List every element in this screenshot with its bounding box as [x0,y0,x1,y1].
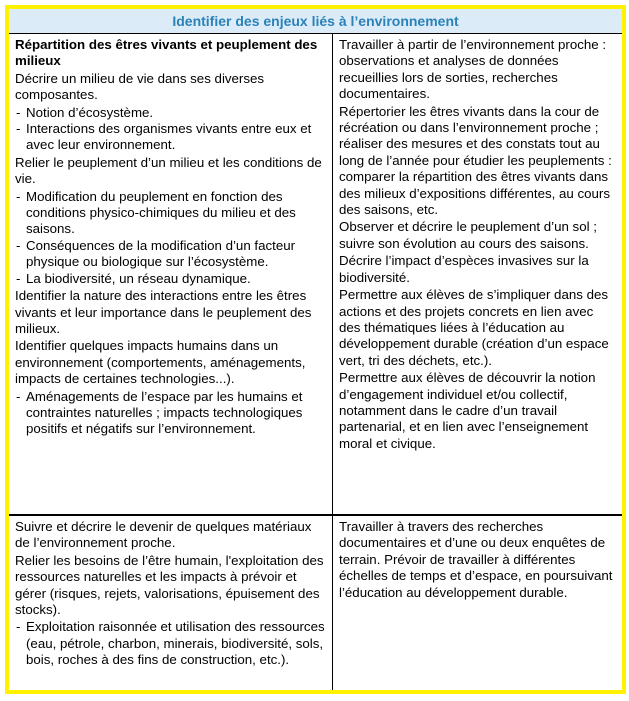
activity-text: Permettre aux élèves de s’impliquer dans des actions et des projets concrets en lien avec des thématiques liées à l’éducation au développement durable (création d’un espace vert, tri des déchets, etc.). [339,287,609,368]
competence-text: Décrire un milieu de vie dans ses diverses composantes. [15,70,265,103]
bullet-item: - Notion d’écosystème. [15,105,328,121]
bullet-list [15,389,328,438]
activity-text: Répertorier les êtres vivants dans la cour de récréation ou dans l’environnement proche ; réaliser des mesures et des constats tout au long de l’année pour étudier les peuplements : comparer la répartition des êtres vivants dans des milieux d’expositions différentes, au cours des saisons, etc. [339,103,612,218]
bullet-list [15,619,328,668]
competence-text: Identifier la nature des interactions entre les êtres vivants et leur importance dans le peuplement des milieux. [15,288,312,336]
competence-text: Suivre et décrire le devenir de quelques matériaux de l’environnement proche. [15,519,312,551]
knowledge-cell-1 [9,34,332,515]
bullet-item: - La biodiversité, un réseau dynamique. [15,271,328,287]
activities-cell-2 [332,516,622,690]
bullet-list [15,105,328,154]
activities-cell-1 [332,34,622,515]
activity-text: Décrire l’impact d’espèces invasives sur la biodiversité. [339,253,589,285]
bullet-list [15,189,328,287]
activity-text: Permettre aux élèves de découvrir la notion d’engagement individuel et/ou collectif, notamment dans le cadre d’un travail partenarial, et en lien avec l’enseignement moral et civique. [339,370,596,451]
competence-text: Relier le peuplement d’un milieu et les conditions de vie. [15,154,322,187]
bullet-item: - Aménagements de l’espace par les humains et contraintes naturelles ; impacts technologiques positifs et négatifs sur l’environnement. [15,389,328,438]
bullet-item: - Interactions des organismes vivants entre eux et avec leur environnement. [15,121,328,154]
bullet-item: - Exploitation raisonnée et utilisation des ressources (eau, pétrole, charbon, minerais, biodiversité, sols, bois, roches à des fins de construction, etc.). [15,619,328,668]
bullet-item: - Modification du peuplement en fonction des conditions physico-chimiques du milieu et des saisons. [15,189,328,238]
section-heading: Répartition des êtres vivants et peuplement des milieux [15,37,318,69]
bullet-item: - Conséquences de la modification d’un facteur physique ou biologique sur l’écosystème. [15,238,328,271]
activity-text: Observer et décrire le peuplement d’un sol ; suivre son évolution au cours des saisons. [339,219,597,251]
competence-text: Identifier quelques impacts humains dans un environnement (comportements, aménagements, impacts de certaines technologies...). [15,338,306,387]
activity-text: Travailler à travers des recherches documentaires et d’une ou deux enquêtes de terrain. Prévoir de travailler à différentes échelles de temps et d’espace, en poursuivant l’éducation au développement durable. [339,519,613,600]
table-title: Identifier des enjeux liés à l’environnement [9,9,622,34]
competence-text: Relier les besoins de l’être humain, l'exploitation des ressources naturelles et les impacts à prévoir et gérer (risques, rejets, valorisations, épuisement des stocks). [15,552,324,618]
document-frame [5,5,626,694]
knowledge-cell-2 [9,516,332,690]
activity-text: Travailler à partir de l’environnement proche : observations et analyses de données recueillies lors de sorties, recherches documentaires. [339,37,607,102]
